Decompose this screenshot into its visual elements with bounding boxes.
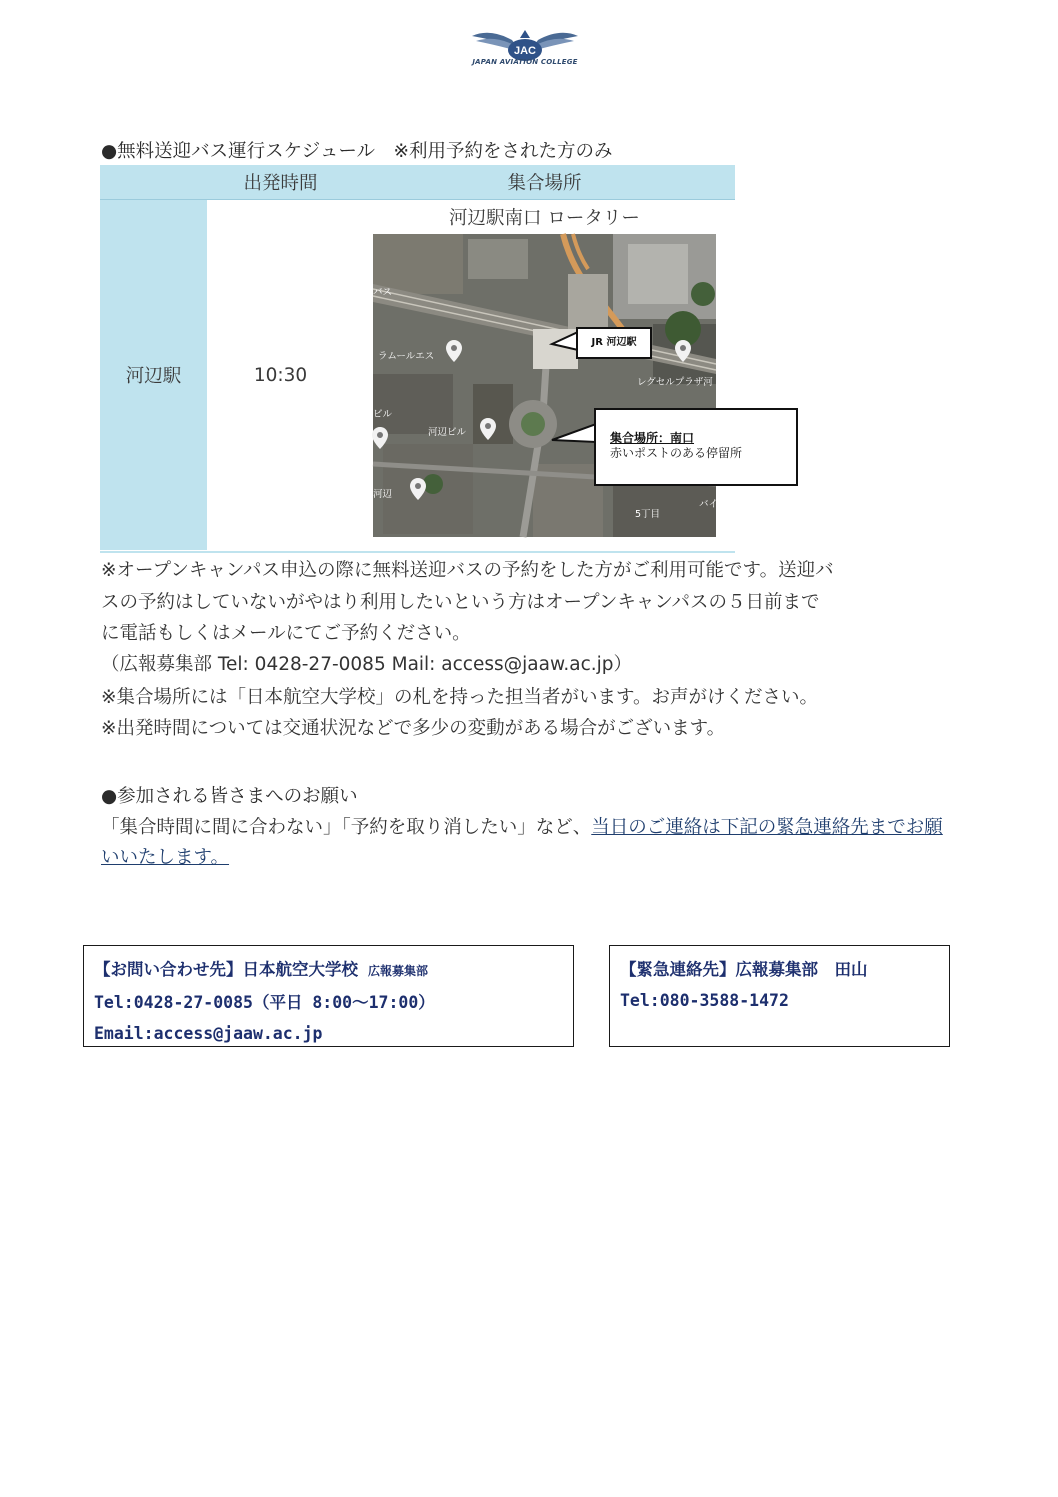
header-blank [100,165,207,200]
contact-box [83,945,574,1047]
request-title: ●参加される皆さまへのお願い [101,786,358,807]
request-text [101,813,961,873]
meeting-callout-desc: 赤いポストのある停留所 [610,446,743,460]
note-line: ※オープンキャンパス申込の際に無料送迎バスの予約をした方がご利用可能です。送迎バ [101,560,834,581]
map-label: ビル [373,409,393,420]
map-label: 河辺ビル [428,427,467,438]
emergency-label: 【緊急連絡先】広報募集部 田山 [620,960,868,979]
map-pin-icon [372,427,388,449]
meeting-callout-title: 集合場所：南口 [610,431,695,445]
contact-dept: 広報募集部 [367,964,428,978]
map-pin-icon [675,340,691,362]
note-line: スの予約はしていないがやはり利用したいという方はオープンキャンパスの５日前まで [101,592,820,613]
callout-pointer [550,422,598,448]
contact-label: 【お問い合わせ先】日本航空大学校 [94,960,358,979]
schedule-title: ●無料送迎バス運行スケジュール ※利用予約をされた方のみ [101,141,613,162]
map-pin-icon [410,478,426,500]
meeting-callout [594,408,798,486]
header-meeting-place: 集合場所 [354,165,735,200]
request-highlight: 当日のご連絡は下記の緊急連絡先までお願いいたします。 [101,817,943,868]
map-label: 河辺 [373,489,393,500]
time-cell: 10:30 [253,364,308,386]
table-bottom-rule [100,551,735,553]
emergency-tel: Tel:080-3588-1472 [620,991,789,1010]
map-label: バス [373,287,393,298]
header-departure-time: 出発時間 [207,165,354,200]
svg-text:JAC: JAC [513,45,537,57]
contact-email: Email:access@jaaw.ac.jp [94,1024,323,1043]
map-label: バイ [699,499,719,510]
contact-tel: Tel:0428-27-0085（平日 8:00～17:00） [94,993,435,1012]
map-pin-icon [446,340,462,362]
station-cell: 河辺駅 [100,200,207,551]
station-callout: JR 河辺駅 [576,327,652,359]
map-label: レグセルプラザ河 [637,377,713,388]
map-label: 5丁目 [635,509,661,520]
note-line: ※集合場所には「日本航空大学校」の札を持った担当者がいます。お声がけください。 [101,687,819,708]
request-plain: 「集合時間に間に合わない」「予約を取り消したい」など、 [101,817,592,838]
note-line: （広報募集部 Tel: 0428-27-0085 Mail: access@jaaw.ac.jp） [101,654,633,675]
station-map [373,234,719,537]
emergency-box [609,945,950,1047]
note-line: に電話もしくはメールにてご予約ください。 [101,623,471,644]
note-line: ※出発時間については交通状況などで多少の変動がある場合がございます。 [101,718,726,739]
map-label: ラムールエス [378,351,435,362]
schedule-header-row [100,165,735,200]
place-name: 河辺駅南口 ロータリー [449,208,640,229]
map-pin-icon [480,418,496,440]
logo-caption: JAPAN AVIATION COLLEGE [472,58,578,66]
